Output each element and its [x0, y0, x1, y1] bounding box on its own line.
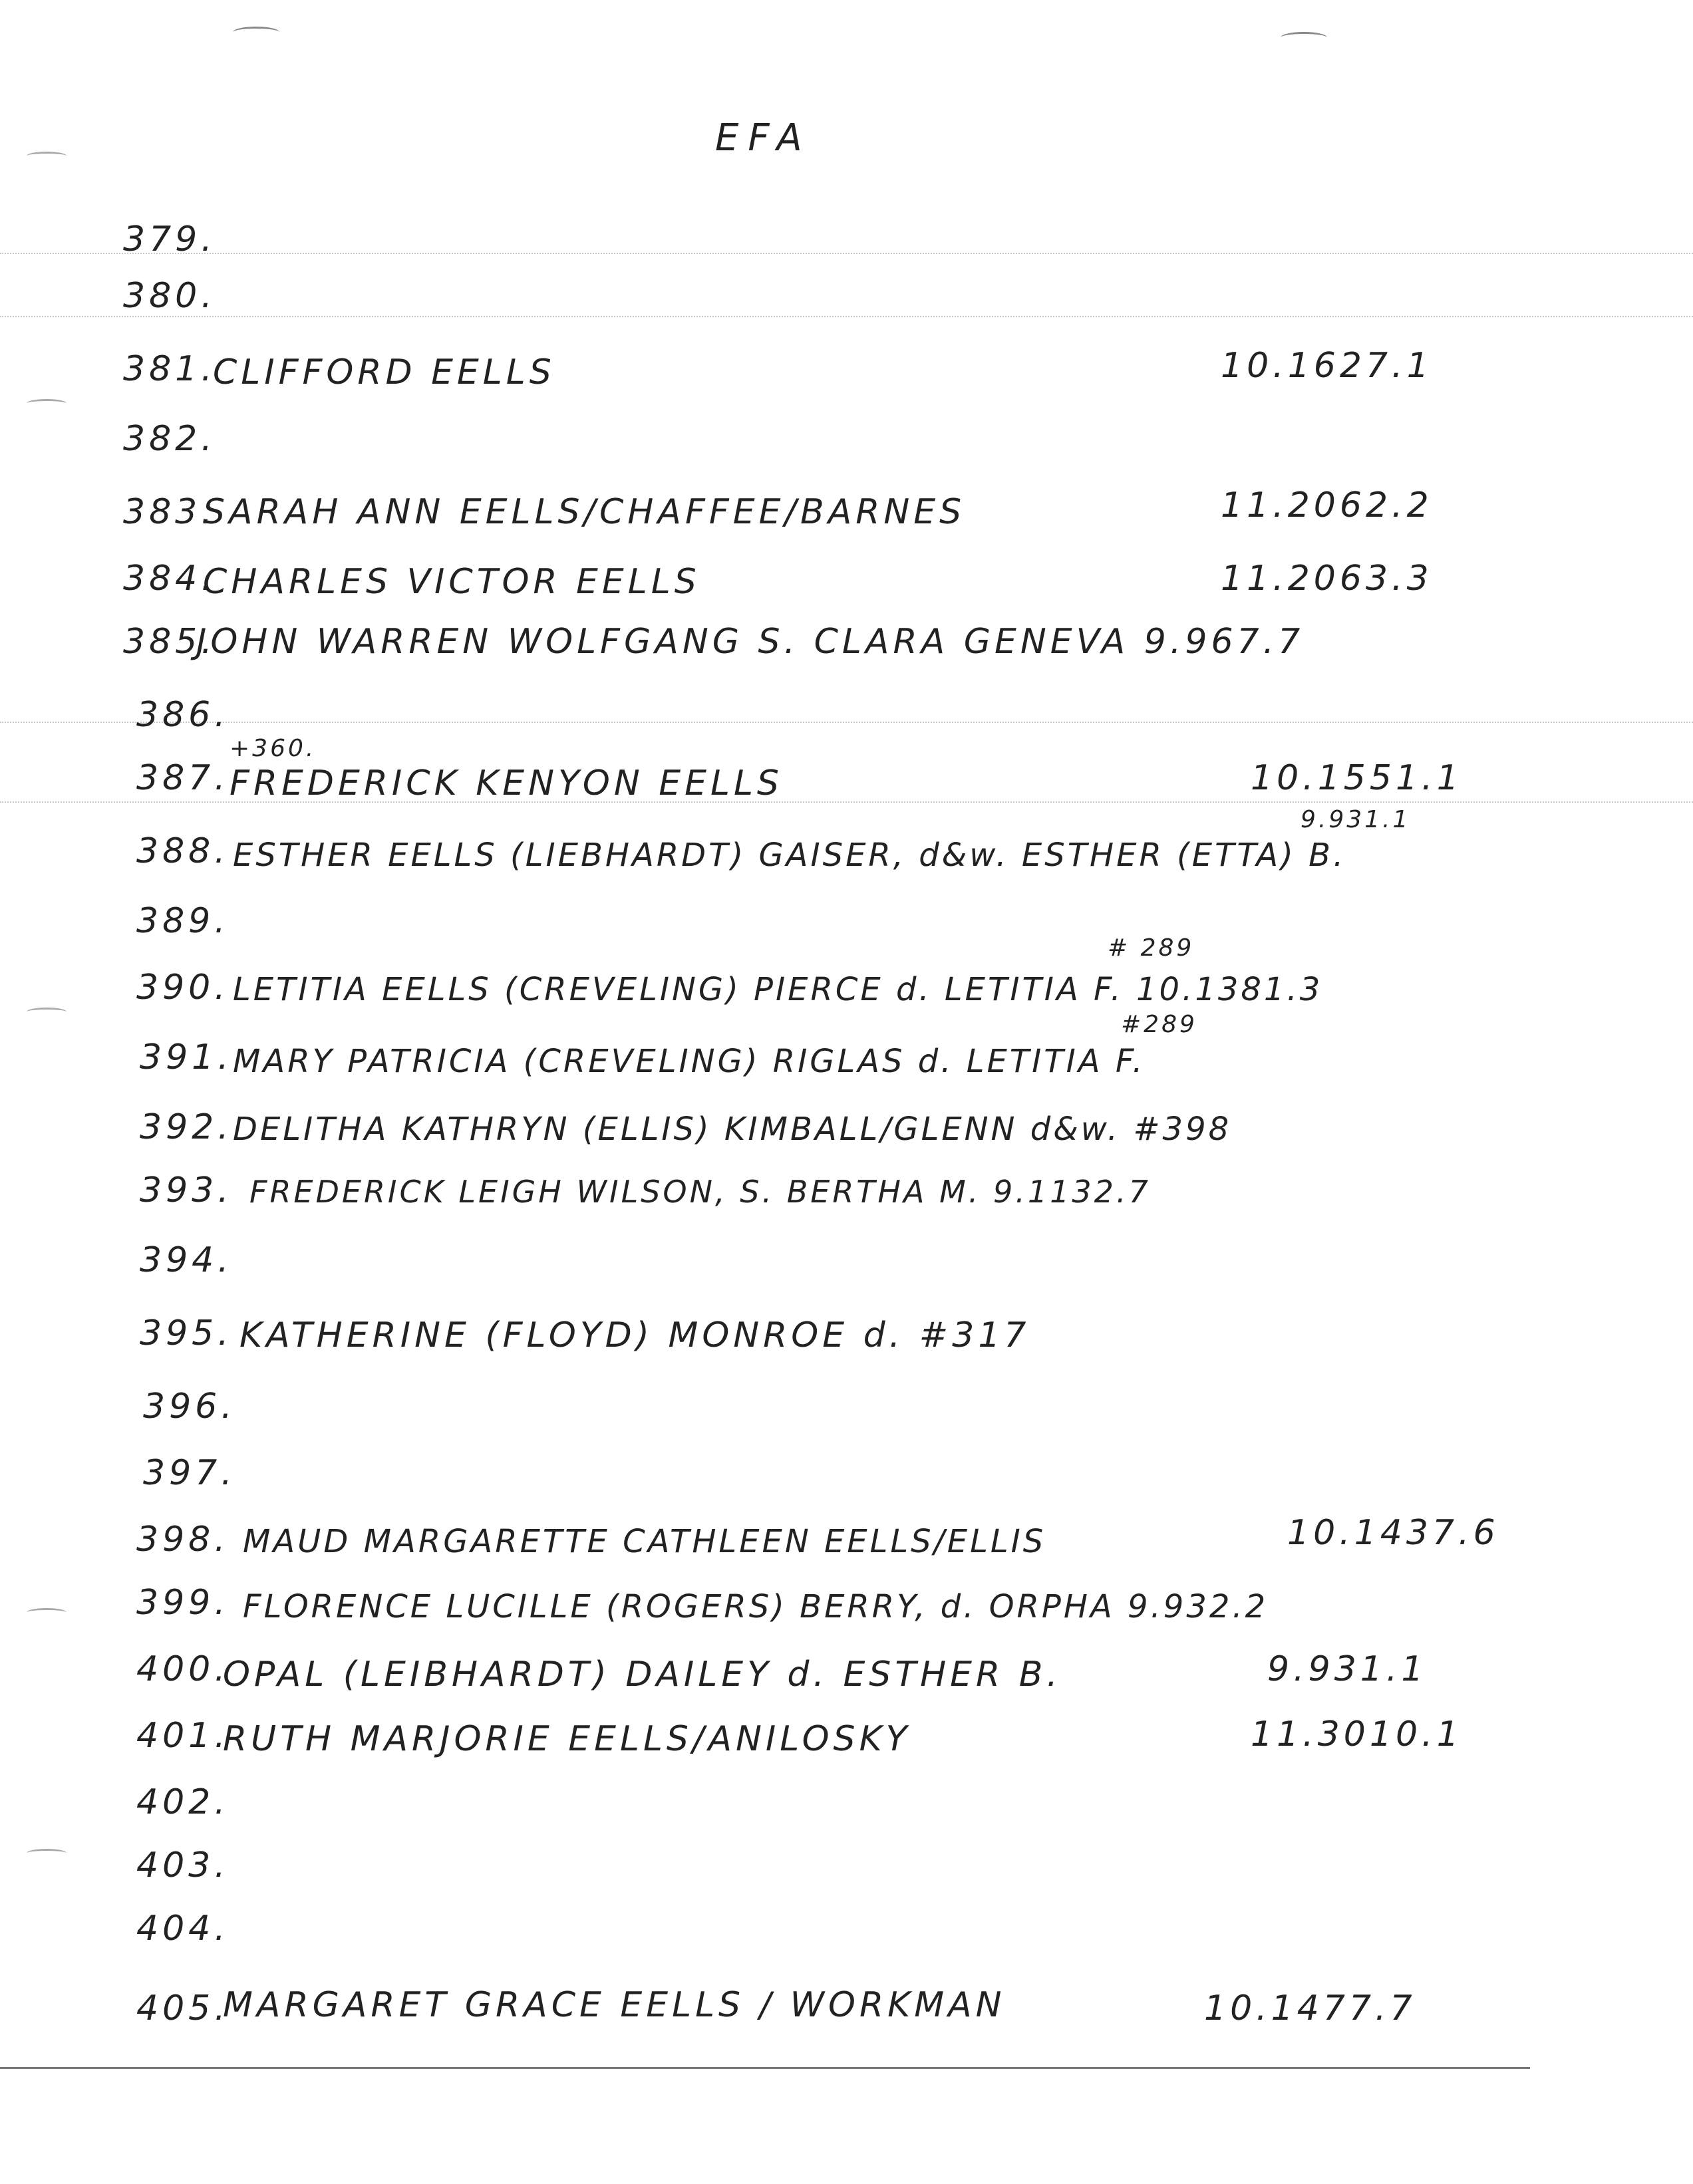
entry-number: 399.: [136, 1583, 230, 1623]
entry-number: 384.: [123, 559, 216, 599]
ruled-line: [0, 253, 1693, 254]
entry-number: 385.: [123, 622, 216, 662]
entry-number: 394.: [140, 1240, 233, 1280]
entry-number: 382.: [123, 419, 216, 459]
annotation-plus-360: +360.: [230, 735, 317, 762]
margin-mark: [27, 1008, 67, 1016]
entry-number: 397.: [143, 1453, 236, 1493]
entry-reference: 11.2063.3: [1221, 559, 1433, 599]
entry-name: OPAL (LEIBHARDT) DAILEY d. ESTHER B.: [223, 1655, 1062, 1695]
entry-name: LETITIA EELLS (CREVELING) PIERCE d. LETITIA F. 10.1381.3: [233, 971, 1323, 1008]
entry-name: CHARLES VICTOR EELLS: [203, 562, 700, 602]
margin-mark: [27, 1608, 67, 1617]
entry-number: 383.: [123, 492, 216, 532]
entry-number: 403.: [136, 1845, 230, 1885]
entry-reference: 10.1551.1: [1251, 758, 1463, 798]
entry-name: JOHN WARREN WOLFGANG S. CLARA GENEVA 9.967.7: [196, 622, 1305, 662]
entry-name: MARY PATRICIA (CREVELING) RIGLAS d. LETITIA F.: [233, 1043, 1146, 1080]
entry-number: 391.: [140, 1037, 233, 1077]
entry-number: 404.: [136, 1909, 230, 1949]
entry-name: FREDERICK KENYON EELLS: [230, 763, 783, 803]
entry-number: 393.: [140, 1170, 233, 1210]
entry-name: KATHERINE (FLOYD) MONROE d. #317: [239, 1315, 1030, 1355]
entry-reference: 10.1437.6: [1287, 1513, 1499, 1553]
entry-number: 381.: [123, 349, 216, 389]
bottom-rule-line: [0, 2067, 1530, 2069]
ruled-line: [0, 722, 1693, 723]
entry-number: 400.: [136, 1649, 230, 1689]
entry-reference: 11.3010.1: [1251, 1714, 1463, 1754]
entry-reference: 10.1627.1: [1221, 346, 1433, 386]
margin-mark: [27, 1849, 67, 1857]
entry-number: 402.: [136, 1782, 230, 1822]
margin-mark: [27, 152, 67, 160]
annotation-ref-388: 9.931.1: [1301, 806, 1411, 833]
entry-name: FREDERICK LEIGH WILSON, S. BERTHA M. 9.1132.7: [249, 1174, 1151, 1210]
entry-name: MAUD MARGARETTE CATHLEEN EELLS/ELLIS: [243, 1523, 1046, 1560]
entry-name: ESTHER EELLS (LIEBHARDT) GAISER, d&w. ESTHER (ETTA) B.: [233, 837, 1346, 874]
entry-number: 388.: [136, 831, 230, 871]
entry-number: 380.: [123, 276, 216, 316]
entry-reference: 11.2062.2: [1221, 485, 1433, 525]
annotation-hash-289: #289: [1121, 1011, 1197, 1038]
punch-hole-mark: [1281, 32, 1327, 43]
entry-name: DELITHA KATHRYN (ELLIS) KIMBALL/GLENN d&w. #398: [233, 1111, 1232, 1148]
entry-number: 401.: [136, 1716, 230, 1756]
entry-number: 392.: [140, 1107, 233, 1147]
page-header: EFA: [715, 116, 812, 160]
entry-number: 389.: [136, 901, 230, 941]
entry-number: 396.: [143, 1387, 236, 1427]
margin-mark: [27, 399, 67, 408]
punch-hole-mark: [233, 27, 279, 38]
entry-number: 379.: [123, 219, 216, 259]
entry-name: SARAH ANN EELLS/CHAFFEE/BARNES: [203, 492, 966, 532]
entry-number: 387.: [136, 758, 230, 798]
entry-reference: 10.1477.7: [1204, 1988, 1416, 2028]
entry-name: CLIFFORD EELLS: [213, 352, 555, 392]
entry-number: 390.: [136, 968, 230, 1008]
entry-name: FLORENCE LUCILLE (ROGERS) BERRY, d. ORPHA 9.932.2: [243, 1588, 1269, 1625]
annotation-hash-289: # 289: [1108, 934, 1195, 962]
entry-name: RUTH MARJORIE EELLS/ANILOSKY: [223, 1719, 911, 1759]
entry-reference: 9.931.1: [1267, 1649, 1428, 1689]
entry-number: 398.: [136, 1520, 230, 1560]
entry-number: 405.: [136, 1988, 230, 2028]
entry-name: MARGARET GRACE EELLS / WORKMAN: [223, 1985, 1006, 2025]
entry-number: 395.: [140, 1313, 233, 1353]
ruled-line: [0, 316, 1693, 317]
entry-number: 386.: [136, 695, 230, 735]
